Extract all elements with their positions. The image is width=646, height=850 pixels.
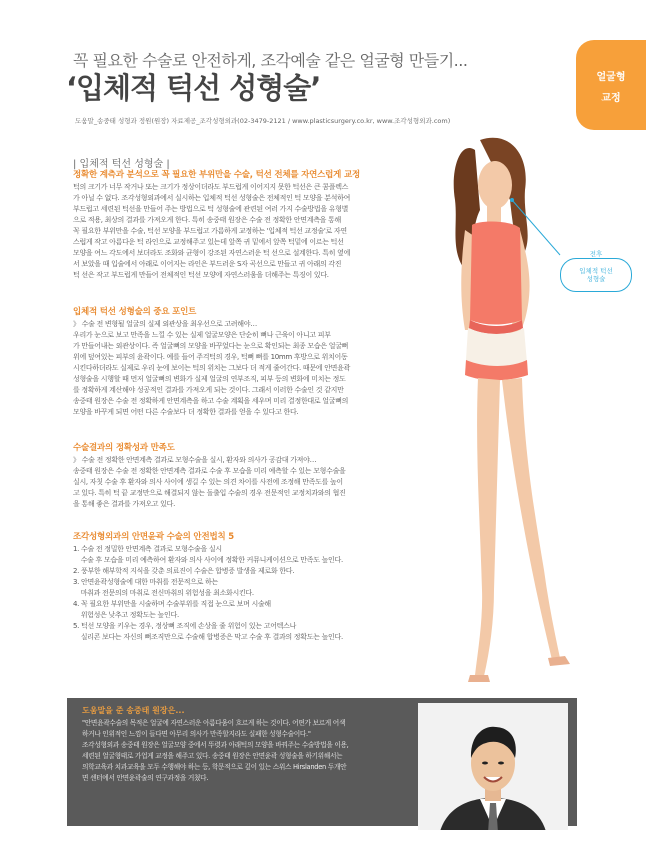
page-subtitle: 꼭 필요한 수술로 안전하게, 조각예술 같은 얼굴형 만들기... (73, 51, 468, 70)
section-4 (73, 530, 433, 643)
section-3 (73, 441, 433, 510)
text-line: 스럽게 작고 아름다운 턱 라인으로 교정해주고 있는데 앞쪽 귀 밑에서 앞쪽 턱밑에 이르는 턱선 (73, 238, 344, 246)
list-item: 2. 풍부한 해부학적 지식을 갖춘 의료진이 수술은 합병증 발생을 제로화 한다. (73, 567, 295, 575)
text-line: 의학교육과 치과교육을 모두 수행해야 하는 등, 학문적으로 깊이 있는 스위스 Hirslanden 두개안 (82, 763, 347, 771)
text-line: 하거나 인위적인 느낌이 들다면 아무리 의사가 만족할지라도 실패한 성형수술이다." (82, 730, 311, 738)
figure-caption-label: 전후 (589, 250, 603, 258)
byline: 도움말_송중태 성형과 정원(원장) 자료제공_조각성형외과(02-3479-2121 / www.plasticsurgery.co.kr, www.조각성형외과.com) (75, 117, 451, 125)
text-line: "안면윤곽수술의 목적은 얼굴에 자연스러운 아름다움이 흐르게 하는 것이다. 어떤가 보르게 어색 (82, 719, 346, 727)
woman-illustration (420, 130, 580, 690)
section-heading: 조각성형외과의 안면윤곽 수술의 안전법칙 5 (73, 532, 234, 542)
text-line: 조각성형외과 송중태 원장은 얼굴모양 중에서 뚜렷과 아래턱의 모양을 바꿔주는 수술방법을 이용, (82, 741, 349, 749)
text-line: 모양을 바꾸게 되면 어떤 다른 수술보다 더 정확한 결과를 얻을 수 있다고 한다. (73, 408, 299, 416)
text-line: 송중태 원장은 수술 전 정확한 안면계측 결과로 수술 후 모습을 미리 예측할 수 있는 모형수술을 (73, 467, 346, 475)
text-line: 면 센터에서 안면윤곽술의 연구과정을 거쳤다. (82, 774, 209, 782)
category-tab-line2: 교정 (601, 93, 621, 104)
page-title: ‘입체적 턱선 성형술’ (66, 71, 321, 105)
text-line: 실시, 자칫 수술 후 환자와 의사 사이에 생길 수 있는 의견 차이를 사전에 조정해 만족도를 높이 (73, 478, 343, 486)
figure-caption-line2: 성형술 (586, 275, 606, 283)
section-body (73, 182, 433, 281)
text-line: 우리가 눈으로 보고 만족을 느낄 수 있는 실제 얼굴모양은 단순히 뼈나 근육이 아니고 피부 (73, 331, 331, 339)
text-line: 세련된 얼굴형태로 가업게 교정을 해주고 있다. 송중태 원장은 안면윤곽 성형술을 하기위해서는 (82, 752, 343, 760)
category-tab (576, 40, 646, 130)
text-line: 꼭 필요한 부위만을 수술, 턱선 모양을 부드럽고 가름하게 교정하는 '입체적 턱선 교정술'로 자연 (73, 227, 347, 235)
text-line: 모양을 여느 각도에서 보더라도 조화와 균형이 강조된 자연스러운 턱 선으로 설계한다. 특히 옆에 (73, 249, 351, 257)
section-heading: 수술결과의 정확성과 만족도 (73, 443, 175, 453)
section-body (73, 455, 433, 510)
doctor-heading: 도움말을 준 송중태 원장은... (82, 706, 185, 715)
doctor-text (82, 718, 412, 784)
section-1 (73, 168, 433, 281)
text-line: 턱 선은 작고 부드럽게 만들어 전체적인 턱선 모양에 자연스러움을 더해주는 특징이 있다. (73, 271, 329, 279)
text-line: 송중태 원장은 수술 전 정확하게 안면계측을 하고 수술 계획을 세우며 미리 결정한대로 얼굴뼈의 (73, 397, 349, 405)
text-line: 가 만들어내는 외관상이다. 즉 얼굴뼈의 모양을 바꾸었다는 눈으로 확인되는 최종 모습은 얼굴뼈 (73, 342, 349, 350)
text-line: 으로 적용, 최상의 결과를 가져오게 한다. 특히 송중태 원장은 수술 전 정확한 안면계측을 통해 (73, 216, 341, 224)
text-line: 서 보았을 때 입술에서 아래로 이어지는 라인은 부드러운 S자 곡선으로 만들고 귀 아래의 각진 (73, 260, 342, 268)
list-item: 4. 꼭 필요한 부위만을 시술하며 수술부위를 직접 눈으로 보며 시술해 (73, 600, 271, 608)
list-item: 5. 턱선 모양을 키우는 경우, 정상뼈 조직에 손상을 줄 위험이 있는 고어텍스나 (73, 622, 297, 630)
text-line: 고 있다. 특히 턱 끝 교정만으로 해결되지 않는 돌출입 수술의 경우 전문적인 교정치과와의 협진 (73, 489, 346, 497)
list-item: 3. 안면윤곽성형술에 대한 마취를 전문적으로 하는 (73, 578, 218, 586)
list-item: 위험성은 낮추고 정확도는 높인다. (73, 611, 179, 619)
text-line: 》 수술 전 변형될 얼굴의 실제 외관상을 최우선으로 고려해야… (73, 320, 257, 328)
text-line: 시킨다하더라도 실제로 우리 눈에 보이는 턱의 위치는 그보다 더 적게 줄어간다. 때문에 안면윤곽 (73, 364, 351, 372)
text-line: 턱의 크기가 너무 작거나 또는 크기가 정상이더라도 부드럽게 이어지지 못한 턱선은 큰 콤플렉스 (73, 183, 349, 191)
text-line: 성형술을 시행할 때 먼저 얼굴뼈의 변화가 실제 얼굴의 연부조직, 피부 등의 변화에 미치는 정도 (73, 375, 346, 383)
list-item: 1. 수술 전 정밀한 안면계측 결과로 모형수술을 실시 (73, 545, 222, 553)
figure-caption-line1: 입체적 턱선 (579, 267, 613, 275)
text-line: 》 수술 전 정확한 안면계측 결과로 모형수술을 실시, 환자와 의사가 공감대 가져야… (73, 456, 317, 464)
page-footer (0, 830, 646, 850)
text-line: 부드럽고 세련된 턱선을 만들어 주는 방법으로 턱 성형술에 관련된 여러 가지 수술방법을 유형별 (73, 205, 349, 213)
text-line: 를 정확하게 계산해야 성공적인 결과를 가져오게 되는 것이다. 그래서 이러한 수술인 것 같지만 (73, 386, 344, 394)
doctor-photo (418, 703, 568, 840)
section-heading: 입체적 턱선 성형술의 중요 포인트 (73, 307, 197, 317)
list-item: 실리콘 보다는 자신의 뼈조직만으로 수술해 합병증은 막고 수술 후 결과의 정확도는 높인다. (73, 633, 343, 641)
text-line: 위에 덮여있는 피부의 윤곽이다. 예를 들어 주걱턱의 경우, 턱뼈 뼈를 10mm 후방으로 위치이동 (73, 353, 348, 361)
figure-caption-box (560, 258, 632, 292)
category-tab-line1: 얼굴형 (596, 72, 626, 83)
text-line: 가 아닐 수 없다. 조각성형외과에서 실시하는 입체적 턱선 성형술은 전체적인 턱 모양을 분석하여 (73, 194, 351, 202)
list-item: 마취과 전문의의 마취로 전신마취의 위험성을 최소화시킨다. (73, 589, 254, 597)
section-body (73, 544, 433, 643)
section-label: | 입체적 턱선 성형술 | (73, 159, 170, 170)
section-heading: 정확한 계측과 분석으로 꼭 필요한 부위만을 수술, 턱선 전체를 자연스럽게 교정 (73, 170, 360, 180)
text-line: 을 통해 좋은 결과를 가져오고 있다. (73, 500, 176, 508)
section-2 (73, 305, 433, 418)
section-body (73, 319, 433, 418)
list-item: 수술 후 모습을 미리 예측하여 환자와 의사 사이에 정확한 커뮤니케이션으로 만족도 높인다. (73, 556, 343, 564)
